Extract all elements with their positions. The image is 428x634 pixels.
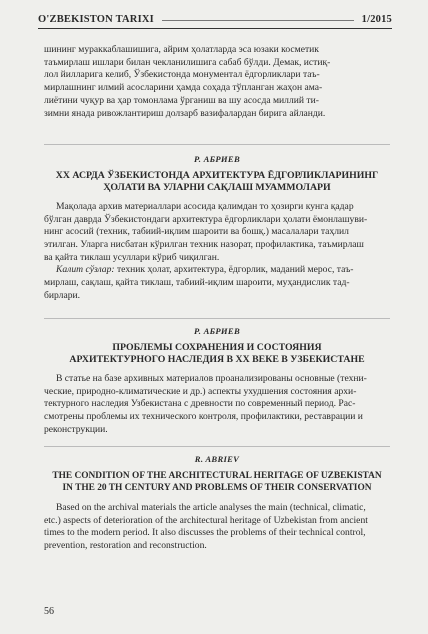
en-title xyxy=(44,470,390,495)
uz-title-line: ХХ АСРДА ЎЗБЕКИСТОНДА АРХИТЕКТУРА ЁДГОРЛИКЛАРИНИНГ xyxy=(55,170,379,181)
intro-paragraph xyxy=(44,44,390,120)
en-abstract-section xyxy=(44,454,390,553)
section-divider xyxy=(44,446,390,447)
ru-abstract-line: смотрены проблемы их технического контроля, профилактики, реставрации и xyxy=(44,410,363,422)
en-abstract-line: times to the modern period. It also discusses the problems of their technical control, xyxy=(44,527,366,539)
en-title-line: IN THE 20 TH CENTURY AND PROBLEMS OF THEIR CONSERVATION xyxy=(62,483,372,494)
uz-abstract-line: нинг асосий (техник, табиий-иқлим шароити ва бошқ.) масалалари таҳлил xyxy=(44,226,349,238)
running-header xyxy=(38,14,392,29)
uz-abstract-line: Мақолада архив материаллари асосида қалимдан то ҳозирги кунга қадар xyxy=(56,200,354,212)
en-abstract-line: Based on the archival materials the article analyses the main (technical, climatic, xyxy=(56,501,366,513)
uz-keywords-line: мирлаш, сақлаш, қайта тиклаш, табиий-иқлим шароити, муҳандислик тад- xyxy=(44,277,350,289)
intro-line: мирлашнинг илмий асосларини ҳамда соҳада тўпланган жаҳон ама- xyxy=(44,82,323,94)
ru-abstract xyxy=(44,373,390,437)
intro-line: лол йилларига келиб, Ўзбекистонда монументал ёдгорликлари таъ- xyxy=(44,69,320,81)
en-abstract-line: etc.) aspects of deterioration of the architectural heritage of Uzbekistan from ancient xyxy=(44,514,368,526)
uz-title xyxy=(44,170,390,195)
ru-abstract-line: ческие, природно-климатические и др.) аспекты ухудшения состояния архи- xyxy=(44,385,357,397)
keywords-label: Калит сўзлар: xyxy=(56,264,115,276)
en-abstract xyxy=(44,502,390,553)
uz-abstract-line: этилган. Уларга нисбатан кўрилган техник назорат, профилактика, таъмирлаш xyxy=(44,238,364,250)
ru-abstract-line: В статье на базе архивных материалов проанализированы основные (техни- xyxy=(56,372,367,384)
section-divider xyxy=(44,318,390,319)
ru-abstract-line: реконструкции. xyxy=(44,423,108,435)
ru-title-line: ПРОБЛЕМЫ СОХРАНЕНИЯ И СОСТОЯНИЯ xyxy=(112,342,322,353)
issue-number: 1/2015 xyxy=(361,14,392,25)
uz-abstract-line: бўлган даврда Ўзбекистондаги архитектура ёдгорликлари ҳолати ёмонлашуви- xyxy=(44,213,368,225)
ru-title xyxy=(44,342,390,367)
en-author: R. ABRIEV xyxy=(194,454,240,464)
journal-title: O'ZBEKISTON TARIXI xyxy=(38,14,154,25)
ru-author: Р. АБРИЕВ xyxy=(194,326,240,336)
uz-keywords xyxy=(44,264,390,302)
intro-line: зимни янада ривожлантириш долзарб вазифалардан бирига айланди. xyxy=(44,107,326,119)
uz-keywords-line xyxy=(44,264,390,277)
uz-abstract xyxy=(44,201,390,265)
uz-title-line: ҲОЛАТИ ВА УЛАРНИ САҚЛАШ МУАММОЛАРИ xyxy=(103,182,331,194)
keywords-text: техник ҳолат, архитектура, ёдгорлик, маданий мерос, таъ- xyxy=(114,264,354,276)
en-abstract-line: prevention, restoration and reconstruction. xyxy=(44,539,207,551)
uz-abstract-line: ва қайта тиклаш усуллари кўриб чиқилган. xyxy=(44,251,220,263)
uz-author: Р. АБРИЕВ xyxy=(194,154,240,164)
uz-abstract-section xyxy=(44,154,390,302)
intro-line: таъмирлаш ишлари билан чекланилишига сабаб бўлди. Демак, истиқ- xyxy=(44,56,331,68)
intro-line: лиётини чуқур ва ҳар томонлама ўрганиш ва шу асосда миллий ти- xyxy=(44,94,319,106)
section-divider xyxy=(44,144,390,145)
ru-abstract-line: тектурного наследия Узбекистана с древности по современный период. Рас- xyxy=(44,398,356,410)
header-rule xyxy=(162,20,354,21)
intro-line: шининг мураккаблашишига, айрим ҳолатларда эса юзаки косметик xyxy=(44,44,319,55)
ru-abstract-section xyxy=(44,326,390,436)
ru-title-line: АРХИТЕКТУРНОГО НАСЛЕДИЯ В ХХ ВЕКЕ В УЗБЕКИСТАНЕ xyxy=(69,354,365,366)
uz-keywords-line: бирлари. xyxy=(44,289,81,301)
page-number: 56 xyxy=(44,606,54,617)
en-title-line: THE CONDITION OF THE ARCHITECTURAL HERITAGE OF UZBEKISTAN xyxy=(52,471,382,481)
